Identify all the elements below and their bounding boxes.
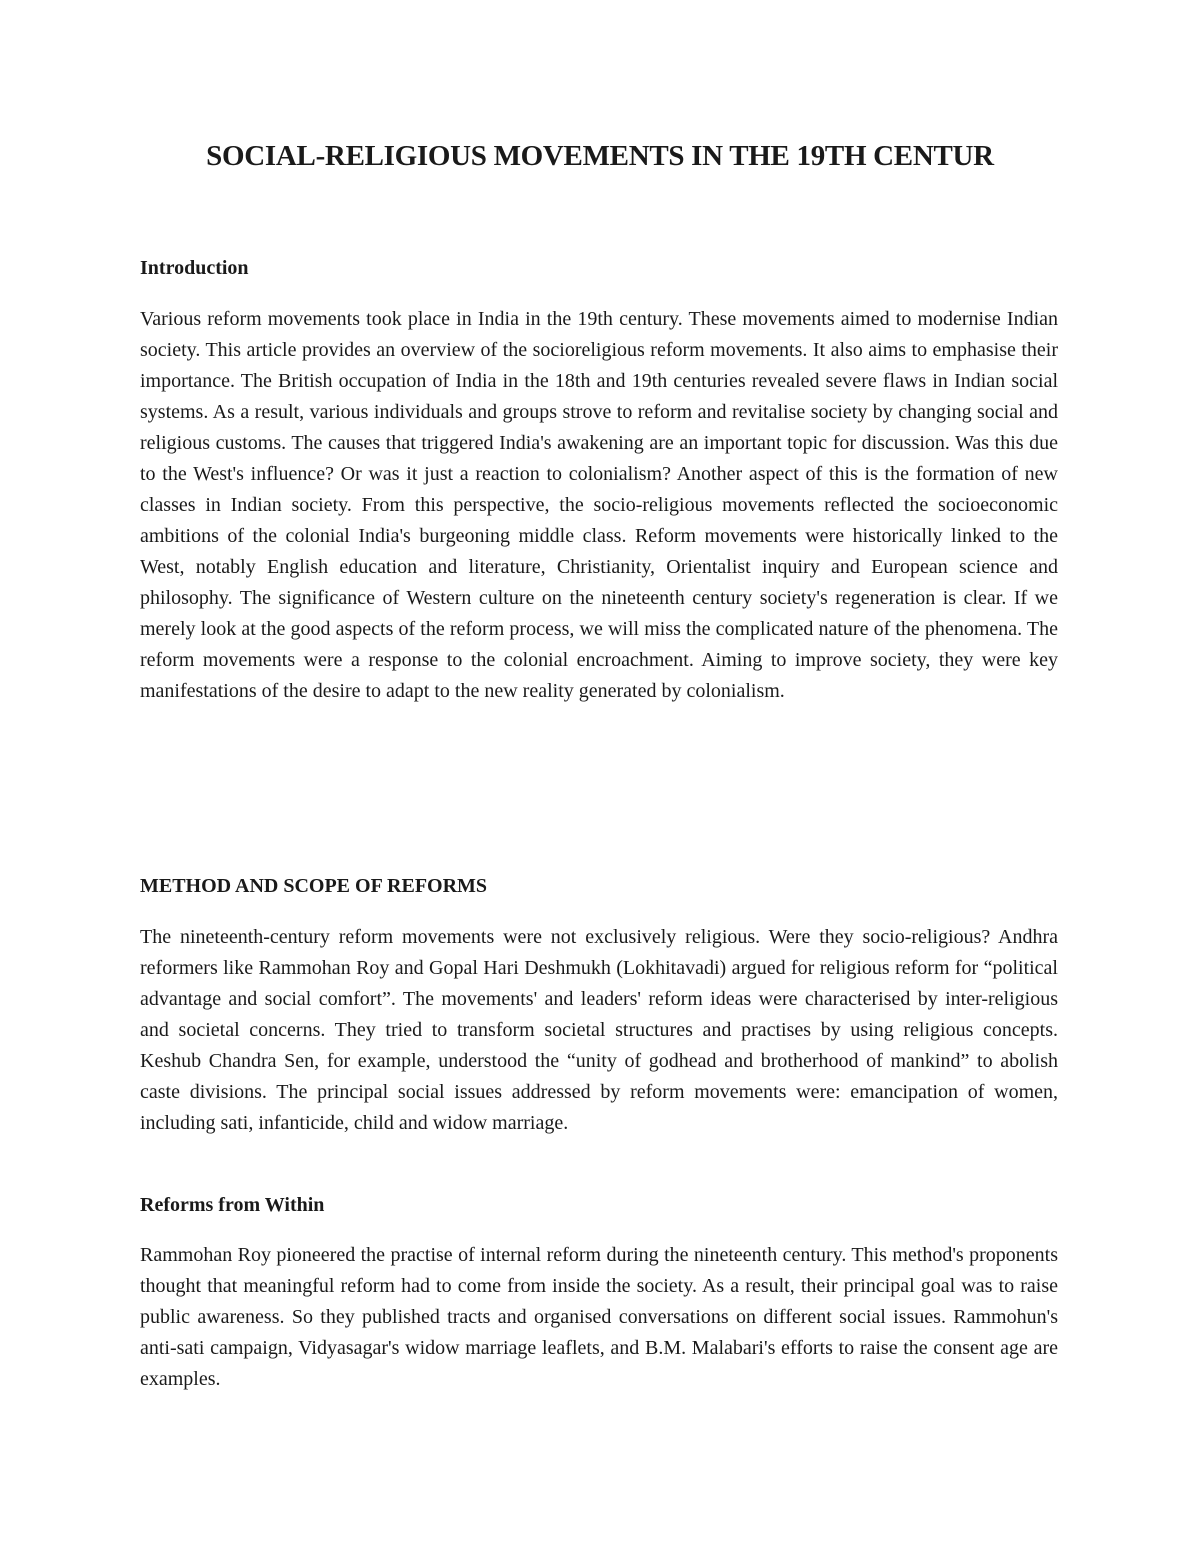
page-title: SOCIAL-RELIGIOUS MOVEMENTS IN THE 19TH CENTUR — [206, 140, 994, 172]
section-body-reforms-from-within: Rammohan Roy pioneered the practise of internal reform during the nineteenth century. This method's proponents thought that meaningful reform had to come from inside the society. As a result, their principal goal was to raise public awareness. So they published tracts and organised conversations on different social issues. Rammohun's anti-sati campaign, Vidyasagar's widow marriage leaflets, and B.M. Malabari's efforts to raise the consent age are examples. — [140, 1244, 1058, 1390]
section-body-introduction: Various reform movements took place in India in the 19th century. These movements aimed to modernise Indian society. This article provides an overview of the socioreligious reform movements. It also aims to emphasise their importance. The British occupation of India in the 18th and 19th centuries revealed severe flaws in Indian social systems. As a result, various individuals and groups strove to reform and revitalise society by changing social and religious customs. The causes that triggered India's awakening are an important topic for discussion. Was this due to the West's influence? Or was it just a reaction to colonialism? Another aspect of this is the formation of new classes in Indian society. From this perspective, the socio-religious movements reflected the socioeconomic ambitions of the colonial India's burgeoning middle class. Reform movements were historically linked to the West, notably English education and literature, Christianity, Orientalist inquiry and European science and philosophy. The significance of Western culture on the nineteenth century society's regeneration is clear. If we merely look at the good aspects of the reform process, we will miss the complicated nature of the phenomena. The reform movements were a response to the colonial encroachment. Aiming to improve society, they were key manifestations of the desire to adapt to the new reality generated by colonialism. — [140, 308, 1058, 702]
section-heading-introduction: Introduction — [140, 257, 249, 279]
section-heading-method-and-scope: METHOD AND SCOPE OF REFORMS — [140, 875, 488, 897]
section-body-method-and-scope: The nineteenth-century reform movements were not exclusively religious. Were they socio-religious? Andhra reformers like Rammohan Roy and Gopal Hari Deshmukh (Lokhitavadi) argued for religious reform for “political advantage and social comfort”. The movements' and leaders' reform ideas were characterised by inter-religious and societal concerns. They tried to transform societal structures and practises by using religious concepts. Keshub Chandra Sen, for example, understood the “unity of godhead and brotherhood of mankind” to abolish caste divisions. The principal social issues addressed by reform movements were: emancipation of women, including sati, infanticide, child and widow marriage. — [140, 926, 1058, 1134]
section-heading-reforms-from-within: Reforms from Within — [140, 1194, 325, 1216]
